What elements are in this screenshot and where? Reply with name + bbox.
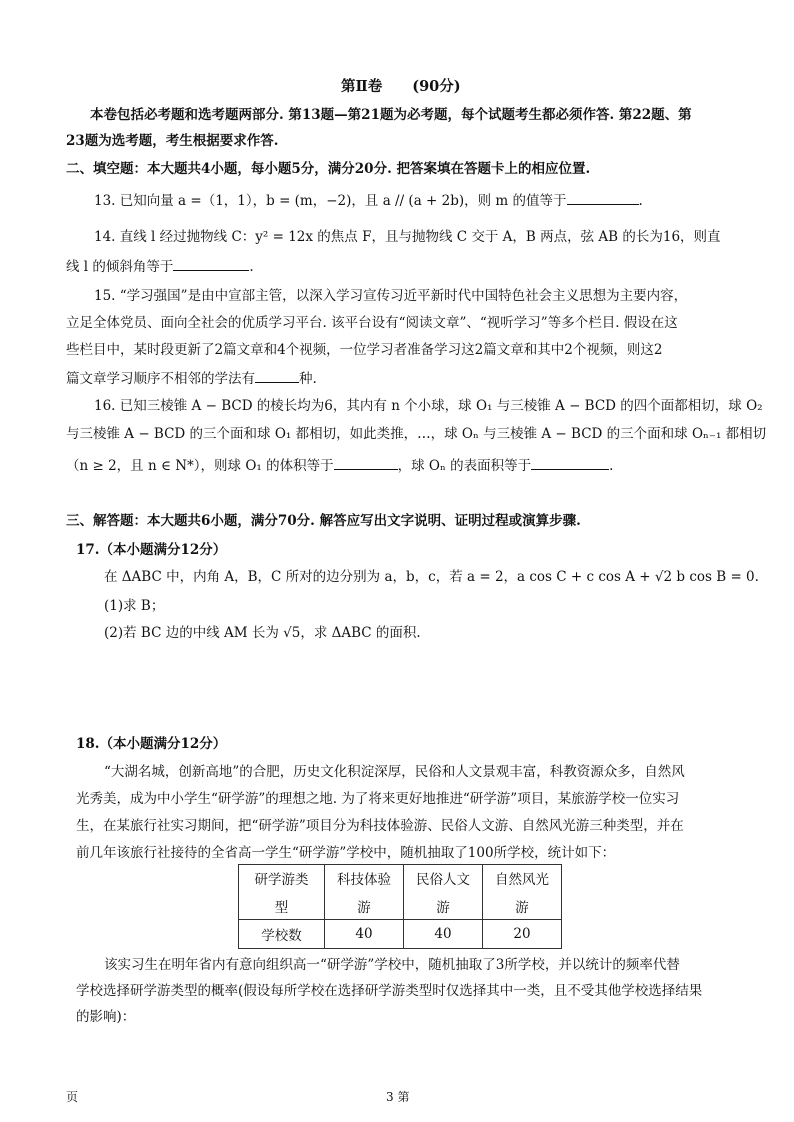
question-17-stem: 在 ΔABC 中，内角 A，B，C 所对的边分别为 a，b，c，若 a = 2，a cos C + c cos A + √2 b cos B = 0. (104, 569, 759, 585)
question-18-para1-line-1: “大湖名城，创新高地”的合肥，历史文化积淀深厚，民俗和人文景观丰富，科教资源众多，自然风 (104, 764, 685, 780)
answer-blank-13[interactable] (567, 190, 639, 205)
fill-blank-heading: 二、填空题：本大题共4小题，每小题5分，满分20分. 把答案填在答题卡上的相应位置. (66, 161, 591, 177)
question-18-para1-line-2: 光秀美，成为中小学生“研学游”的理想之地. 为了将来更好地推进“研学游”项目，某旅游学校一位实习 (76, 791, 680, 807)
answer-blank-16b[interactable] (531, 455, 609, 470)
question-15-line-3: 些栏目中，某时段更新了2篇文章和4个视频，一位学习者准备学习这2篇文章和其中2个视频，则这2 (66, 342, 663, 358)
answer-blank-16a[interactable] (334, 455, 398, 470)
question-16-line-3: （n ≥ 2，且 n ∈ N*），则球 O₁ 的体积等于 ，球 Oₙ 的表面积等于 . (66, 455, 613, 475)
question-13: 13. 已知向量 a =（1，1），b = (m，−2)，且 a // (a + 2b)，则 m 的值等于 . (94, 190, 643, 210)
question-18-title: 18.（本小题满分12分） (76, 736, 227, 752)
question-18-para1-line-3: 生，在某旅行社实习期间，把“研学游”项目分为科技体验游、民俗人文游、自然风光游三种类型，并在 (76, 818, 684, 834)
question-17-title: 17.（本小题满分12分） (76, 542, 227, 558)
question-18-para1-line-4: 前几年该旅行社接待的全省高一学生“研学游”学校中，随机抽取了100所学校，统计如下： (76, 845, 616, 861)
table-header-row (239, 865, 562, 920)
table-cell: 20 (483, 920, 562, 949)
section-title: 第Ⅱ卷 (90分) (341, 78, 461, 95)
table-header-cell: 研学游类 型 (239, 865, 325, 920)
table-header-cell: 科技体验 游 (325, 865, 404, 920)
table-header-cell: 自然风光 游 (483, 865, 562, 920)
question-16-line-2: 与三棱锥 A − BCD 的三个面和球 O₁ 都相切，如此类推，…，球 Oₙ 与三棱锥 A − BCD 的三个面和球 Oₙ₋₁ 都相切 (66, 426, 767, 442)
question-15-line-2: 立足全体党员、面向全社会的优质学习平台. 该平台设有“阅读文章”、“视听学习”等多个栏目. 假设在这 (66, 315, 678, 331)
intro-line-2: 23题为选考题，考生根据要求作答. (66, 133, 279, 149)
question-17-part-2: (2)若 BC 边的中线 AM 长为 √5，求 ΔABC 的面积. (104, 625, 421, 641)
question-15-line-4: 篇文章学习顺序不相邻的学法有 种. (66, 368, 317, 388)
question-14-line-2: 线 l 的倾斜角等于 . (66, 256, 254, 276)
table-header-cell: 民俗人文 游 (404, 865, 483, 920)
intro-line-1: 本卷包括必考题和选考题两部分. 第13题—第21题为必考题，每个试题考生都必须作答. 第22题、第 (90, 107, 692, 123)
page-number: 3 第 (386, 1090, 410, 1104)
table-row-label: 学校数 (239, 920, 325, 949)
stats-table (238, 864, 562, 949)
solution-heading: 三、解答题：本大题共6小题，满分70分. 解答应写出文字说明、证明过程或演算步骤. (66, 513, 581, 529)
table-cell: 40 (404, 920, 483, 949)
question-18-para2-line-2: 学校选择研学游类型的概率(假设每所学校在选择研学游类型时仅选择其中一类，且不受其他学校选择结果 (76, 983, 703, 999)
answer-blank-14[interactable] (173, 256, 249, 271)
question-15-line-1: 15. “学习强国”是由中宣部主管，以深入学习宣传习近平新时代中国特色社会主义思想为主要内容， (94, 288, 688, 304)
table-cell: 40 (325, 920, 404, 949)
question-18-para2-line-1: 该实习生在明年省内有意向组织高一“研学游”学校中，随机抽取了3所学校，并以统计的频率代替 (104, 957, 680, 973)
question-14-line-1: 14. 直线 l 经过抛物线 C：y² = 12x 的焦点 F，且与抛物线 C 交于 A，B 两点，弦 AB 的长为16，则直 (94, 229, 721, 245)
footer-left: 页 (66, 1090, 79, 1104)
question-17-part-1: (1)求 B； (104, 598, 165, 614)
answer-blank-15[interactable] (255, 368, 299, 383)
question-18-para2-line-3: 的影响)： (76, 1009, 136, 1025)
question-16-line-1: 16. 已知三棱锥 A − BCD 的棱长均为6，其内有 n 个小球，球 O₁ 与三棱锥 A − BCD 的四个面都相切，球 O₂ (94, 398, 763, 414)
table-row (239, 920, 562, 949)
